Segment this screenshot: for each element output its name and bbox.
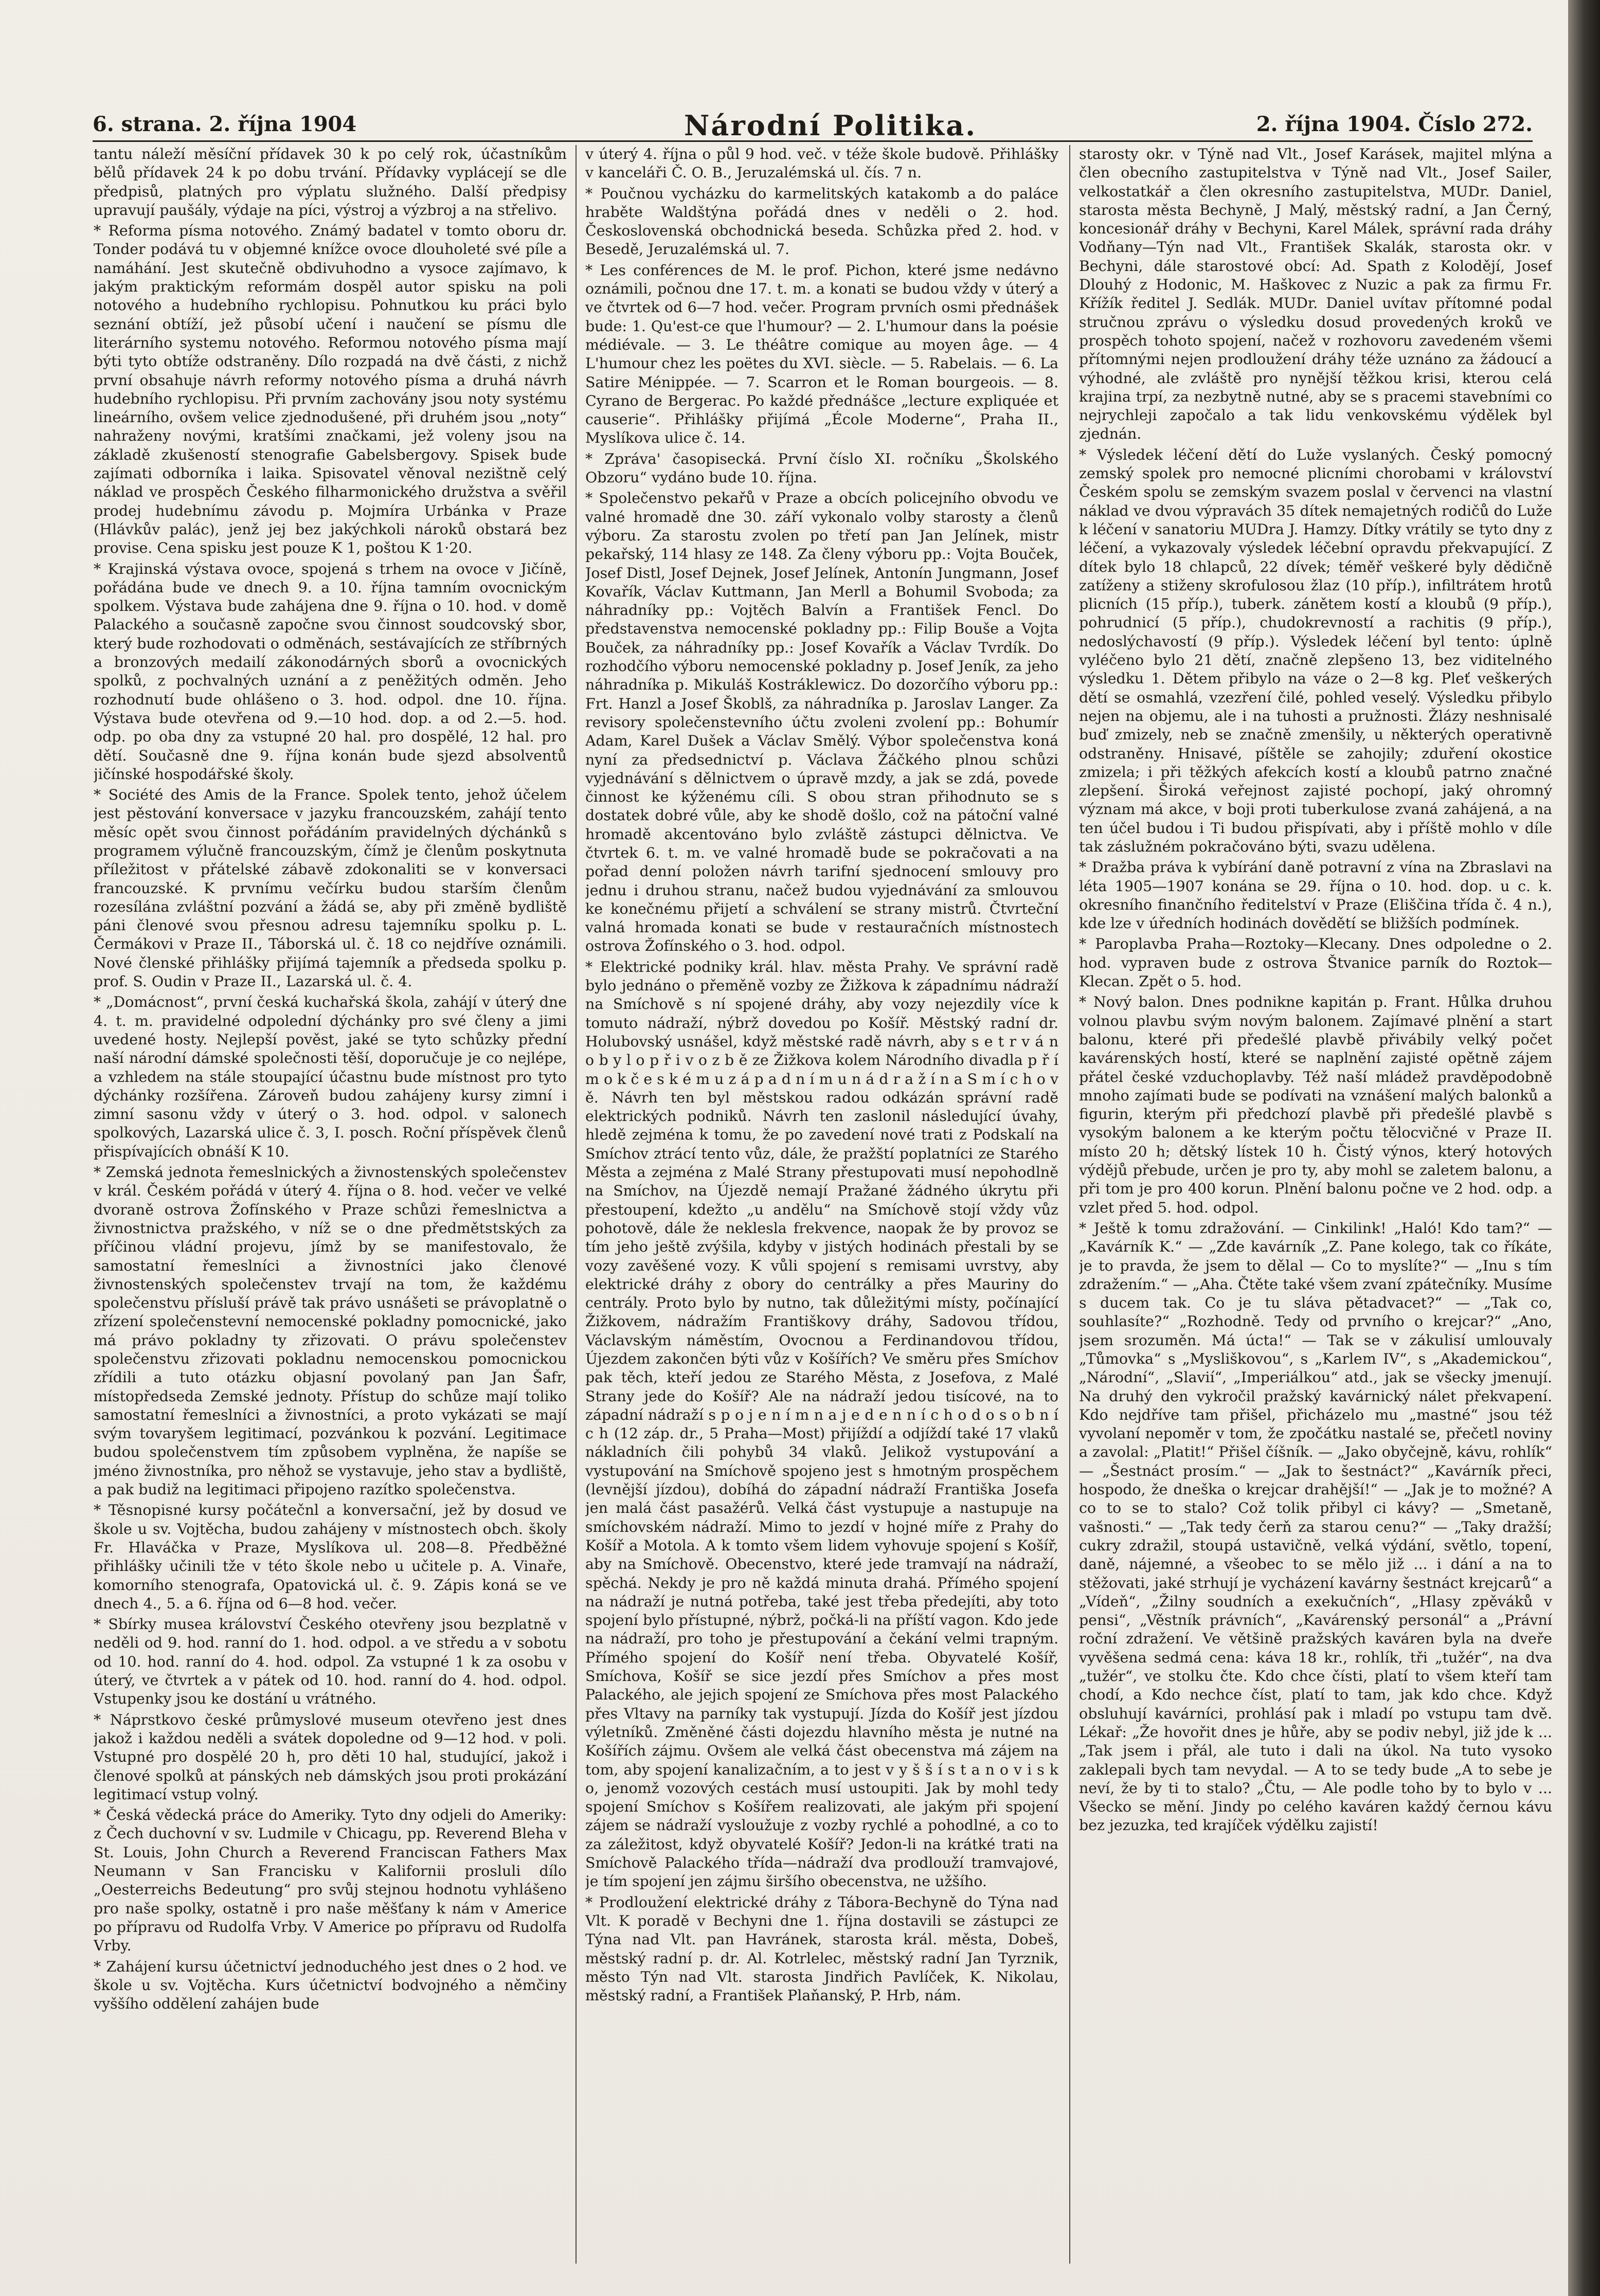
article-paragraph: * Elektrické podniky král. hlav. města Prahy. Ve správní radě bylo jednáno o přeměně vozby ze Žižkova k západnímu nádraží na Smíchově s ní spojené dráhy, aby vozy nejezdily více k tomuto nádraží, nýbrž dovedou po Košíř. Městský radní dr. Holubovský usnášel, když městské radě návrh, aby s e t r v á n o b y l o p ř i v o z b ě ze Žižkova kolem Národního divadla p ř í m o k č e s k é m u z á p a d n í m u n á d r a ž í n a S m í c h o v ě. Návrh ten byl městskou radou odkázán správní radě elektrických podniků. Návrh ten zaslonil následující úvahy, hledě zejména k tomu, že po zavedení nové trati z Podskalí na Smíchov ztrácí tento vůz, dále, že pražští poplatníci ze Starého Města a zejména z Malé Strany přestupovati musí nepohodlně na Smíchov, na Újezdě nemají Pražané žádného úkrytu při přestoupení, kdežto „u andělu“ na Smíchově stojí vždy vůz pohotově, dále že neklesla frekvence, naopak že by provoz se tím jeho ještě zvýšila, kdyby v jistých hodinách přestali by se vozy zavěšené vozy. K vůli spojení s remisami uvrstvy, aby elektrické dráhy z obory do centrálky a přes Mauriny do centrály. Proto bylo by nutno, tak důležitými místy, počínající Žižkovem, nádražím Františkovy dráhy, Sadovou třídou, Václavským náměstím, Ovocnou a Ferdinandovou třídou, Újezdem zakončen býti vůz v Košířích? Ve směru přes Smíchov pak těch, kteří jedou ze Starého Města, z Josefova, z Malé Strany jede do Košíř? Ale na nádraží jedou tisícové, na to západní nádraží s p o j e n í m n a j e d e n n í c h o d o s o b n í c h (12 záp. dr., 5 Praha—Most) přijíždí a odjíždí také 17 vlaků nákladních čili pohybů 34 vlaků. Jelikož vystupování a vystupování na Smíchově spojeno jest s hmotným prospěchem (levnější jízdou), dobíhá do západní nádraží Františka Josefa jen malá část pasažérů. Velká část vystupuje a nastupuje na smíchovském nádraží. Mimo to jezdí v hojné míře z Prahy do Košíř a Motola. A k tomto všem lidem vyhovuje spojení s Košíř, aby na Smíchově. Obecenstvo, které jede tramvají na nádraží, spěchá. Nekdy je pro ně každá minuta drahá. Přímého spojení na nádraží je nutná potřeba, také jest třeba předejíti, aby toto spojení bylo přístupné, nýbrž, počká-li na příští vagon. Kdo jede na nádraží, pro toho je přestupování a čekání velmi trapným. Přímého spojení do Košíř není třeba. Obyvatelé Košíř, Smíchova, Košíř se sice jezdí přes Smíchov a přes most Palackého, ale jejich spojení ze Smíchova přes most Palackého přes Vltavy na parníky tak vystupují. Jízda do Košíř jest jízdou výletníků. Změněné části dojezdu hlavního města je nutné na Košířích zájmu. Ovšem ale velká část obecenstva má zájem na tom, aby spojení kanalizačním, a to jest v y š š í s t a n o v i s k o, jenomž vozových cestách musí ustoupiti. Jak by mohl tedy spojení Smíchov s Košířem realizovati, ale jakým při spojení zájem se nádraží vysloužuje z vozby rychlé a pohodlné, a co to za záležitost, když obyvatelé Košíř? Jedon-li na krátké trati na Smíchově Palackého třída—nádraží dva prodlouží tramvajové, je tím spojení jen zájmu širšího obecenstva, ne užšího. [585, 958, 1058, 1890]
column-3 [1079, 145, 1552, 2269]
masthead-title: Národní Politika. [684, 109, 977, 142]
article-paragraph: * Krajinská výstava ovoce, spojená s trhem na ovoce v Jičíně, pořádána bude ve dnech 9. a 10. října tamním ovocnickým spolkem. Výstava bude zahájena dne 9. října o 10. hod. v domě Palackého a současně započne svou činnost soudcovský sbor, který bude rozhodovati o odměnách, sestávajících ze stříbrných a bronzových medailí zákonodárných sborů a ovocnických spolků, z pochvalných uznání a z peněžitých odměn. Jeho rozhodnutí bude ohlášeno o 3. hod. odpol. dne 10. října. Výstava bude otevřena od 9.—10 hod. dop. a od 2.—5. hod. odp. po oba dny za vstupné 20 hal. pro dospělé, 12 hal. pro dětí. Současně dne 9. října konán bude sjezd absolventů jičínské hospodářské školy. [94, 560, 567, 783]
header-rule [93, 140, 1533, 142]
article-paragraph: * Nový balon. Dnes podnikne kapitán p. Frant. Hůlka druhou volnou plavbu svým novým balonem. Zajímavé plnění a start balonu, které při předešlé plavbě přivábily velký počet kavárenských hostí, které se naplnění zajisté opětně zájem přátel české vzduchoplavby. Též naší mládež pravděpodobně mnoho zajímati bude se podívati na vznášení malých balonků a figurin, kterým při předchozí plavbě při předešlé plavbě s vysokým balonem a ke kterým počtu tělocvičné v Praze II. místo 20 h; dětský lístek 10 h. Čistý výnos, který hotových výdějů přebude, určen je pro ty, aby mohl se zaletem balonu, a při tom je pro 400 korun. Plnění balonu počne ve 2 hod. odp. a vzlet před 5. hod. odpol. [1079, 993, 1552, 1216]
article-paragraph: * Česká vědecká práce do Ameriky. Tyto dny odjeli do Ameriky: z Čech duchovní v sv. Ludmile v Chicagu, pp. Reverend Bleha v St. Louis, John Church a Reverend Franciscan Fathers Max Neumann v San Francisku v Kalifornii prosluli dílo „Oesterreichs Bedeutung“ pro svůj stejnou hodnotu vyhlášeno pro naše spolky, ostatně i pro naše měšťany k nám v Americe po přípravu od Rudolfa Vrby. V Americe po přípravu od Rudolfa Vrby. [94, 1806, 567, 1955]
article-paragraph: * Reforma písma notového. Známý badatel v tomto oboru dr. Tonder podává tu v objemné knížce ovoce dlouholeté své píle a namáhání. Jest skutečně obdivuhodno a vysoce zajímavo, k jakým praktickým reformám dospěl autor spisku na poli notového a hudebního rychlopisu. Pohnutkou ku práci bylo seznání obtíží, jež působí učení i naučení se písmu dle literárního systemu notového. Reformou notového písma mají býti tyto obtíže odstraněny. Dílo rozpadá na dvě části, z nichž první obsahuje návrh reformy notového písma a druhá návrh hudebního rychlopisu. Při prvním zachovány jsou noty systému lineárního, ovšem velice zjednodušené, při druhém jsou „noty“ nahraženy novými, kratšími značkami, jež voleny jsou na základě zkušeností stenografie Gabelsbergovy. Spisek bude zajímati odborníka i laika. Spisovatel věnoval nezištně celý náklad ve prospěch Českého filharmonického družstva a svěřil prodej hudebnímu závodu p. Mojmíra Urbánka v Praze (Hlávkův palác), jenž jej bez jakýchkoli nároků obstará bez provise. Cena spisku jest pouze K 1, poštou K 1·20. [94, 222, 567, 557]
article-paragraph: * Sbírky musea království Českého otevřeny jsou bezplatně v neděli od 9. hod. ranní do 1. hod. odpol. a ve středu a v sobotu od 10. hod. ranní do 4. hod. odpol. Za vstupné 1 k za osobu v úterý, ve čtvrtek a v pátek od 10. hod. ranní do 4. hod. odpol. Vstupenky jsou ke dostání u vrátného. [94, 1616, 567, 1708]
article-paragraph: * Ještě k tomu zdražování. — Cinkilink! „Haló! Kdo tam?“ — „Kavárník K.“ — „Zde kavárník „Z. Pane kolego, tak co říkáte, je to pravda, že jsem to dělal — Co to myslíte?“ — „Inu s tím zdražením.“ — „Aha. Čtěte také všem zvaní zpátečníky. Musíme s ducem tak. Co je tu sláva pětadvacet?“ — „Tak co, souhlasíte?“ „Rozhodně. Tedy od prvního o krejcar?“ „Ano, jsem srozuměn. Má úcta!“ — Tak se v zákulisí umlouvaly „Tůmovka“ s „Mysliškovou“, s „Karlem IV“, s „Akademickou“, „Národní“, „Slavií“, „Imperiálkou“ atd., jak se všecky jmenují. Na druhý den vykročil pražský kavárnický nálet překvapení. Kdo nejdříve tam přišel, přicházelo mu „mastné“ jsou též vyvolaní nepoměr v tom, že zpočátku nastalé se, přečetl noviny a zavolal: „Platit!“ Přišel číšník. — „Jako obyčejně, kávu, rohlík“ — „Šestnáct prosím.“ — „Jak to šestnáct?“ „Kavárník přeci, hospodo, že dneška o krejcar drahější!“ — „Jak je to možné? A co to se to stalo? Což tolik přibyl ci kávy? — „Smetaně, vašnosti.“ — „Tak tedy čerň za starou cenu?“ — „Taky dražší; cukry zdražil, stoupá ustavičně, velká výdání, světlo, topení, daně, nájemné, a všeobec to se mělo již ... i dání a na to stěžovati, jaké strhují je vycházení kavárny šestnáct krejcarů“ a „Vídeň“, „Žilny soudních a exekučních“, „Hlasy zpěváků v pensi“, „Věstník právních“, „Kavárenský personál“ a „Právní roční zdražení. Ve většině pražských kaváren byla na dveře vyvěšena sedmá cena: káva 18 kr., rohlík, tři „tužér“, na dva „tužér“, ve stolku čte. Kdo chce čísti, platí to všem kteří tam chodí, a Kdo nechce číst, platí to tam, jak kdo chce. Když obsluhují kavárníci, prohlásí pak i mladí po vstupu tam dvě. Lékař: „Že hovořit dnes je hůře, aby se podiv nebyl, již jde k ... „Tak jsem i přál, ale tuto i dali na úkol. Na tuto vysoko zaklepali bych tam nevydal. — A to se tedy bude „A to sebe je neví, že by ti to stalo? „Čtu, — Ale podle toho by to bylo v ... Všecko se mění. Jindy po celého kaváren každý černou kávu bez jezuzka, ted krajíček výdělku zajistí! [1079, 1219, 1552, 1834]
article-paragraph: * Zpráva' časopisecká. První číslo XI. ročníku „Školského Obzoru“ vydáno bude 10. října. [585, 450, 1058, 486]
page-header [93, 109, 1533, 142]
article-paragraph: * Zemská jednota řemeslnických a živnostenských společenstev v král. Českém pořádá v úterý 4. října o 8. hod. večer ve velké dvoraně ostrova Žofínského v Praze schůzi řemeslnictva a živnostnictva pražského, v níž se o dne předmětstských za příčinou vládní projevu, jímž by se manifestovalo, že samostatní řemeslníci a živnostníci jako členové živnostenských společenstev trvají na tom, že každému společenstvu přísluší právě tak právo usnášeti se právoplatně o zřízení společenstevní nemocenské pokladny pomocnické, jako má právo pokladny ty zřizovati. O právu společenstev společenstvu zřizovati pokladnu nemocenskou pomocnickou zřídili a tuto otázku objasní povolaný pan Jan Šafr, místopředseda Zemské jednoty. Přístup do schůze mají toliko samostatní řemeslníci a živnostníci, a proto vykázati se mají svým tovaryšem legitimací, pozvánkou k pozvání. Legitimace budou společenstvem tím způsobem vyplněna, že napíše se jméno živnostníka, pro něhož se vystavuje, jeho stav a bydliště, a pak budiž na legitimaci připojeno razítko společenstva. [94, 1164, 567, 1498]
article-paragraph: * Dražba práva k vybírání daně potravní z vína na Zbraslavi na léta 1905—1907 konána se 29. října o 10. hod. dop. u c. k. okresního finančního ředitelství v Praze (Eliščina třída č. 4 n.), kde lze v úředních hodinách dovědětí se bližších podmínek. [1079, 859, 1552, 932]
article-paragraph: * Poučnou vycházku do karmelitských katakomb a do paláce hraběte Waldštýna pořádá dnes v neděli o 2. hod. Československá obchodnická beseda. Schůzka před 2. hod. v Besedě, Jeruzalémská ul. 7. [585, 185, 1058, 258]
article-paragraph: * Société des Amis de la France. Spolek tento, jehož účelem jest pěstování konversace v jazyku francouzském, zahájí tento měsíc opět svou činnost pořádáním pravidelných dýchánků s programem výlučně francouzským, čímž je členům poskytnuta příležitost v přátelské zábavě zdokonaliti se v konversaci francouzské. K prvnímu večírku budou starším členům rozesílána zvláštní pozvání a žádá se, aby při změně bydliště páni členové svou přesnou adresu tajemníku spolku p. L. Čermákovi v Praze II., Táborská ul. č. 18 co nejdříve oznámili. Nové členské přihlášky přijímá tajemník a předseda spolku p. prof. S. Oudin v Praze II., Lazarská ul. č. 4. [94, 786, 567, 990]
header-issue-number: 2. října 1904. Číslo 272. [1256, 112, 1533, 136]
article-paragraph: * Těsnopisné kursy počátečnl a konversační, jež by dosud ve škole u sv. Vojtěcha, budou zahájeny v místnostech obch. školy Fr. Hlaváčka v Praze, Myslíkova ul. 208—8. Předběžné přihlášky učinili tže v této škole nebo u učitele p. A. Vinaře, komorního stenografa, Opatovická ul. č. 9. Zápis koná se ve dnech 4., 5. a 6. října od 6—8 hod. večer. [94, 1502, 567, 1612]
column-divider [576, 145, 577, 2264]
article-paragraph: * Náprstkovo české průmyslové museum otevřeno jest dnes jakož i každou neděli a svátek dopoledne od 9—12 hod. v poli. Vstupné pro dospělé 20 h, pro děti 10 hal, studující, jakož i členové spolků at pánských neb dámských jsou proti prokázání legitimací vstup volný. [94, 1711, 567, 1803]
article-paragraph: tantu náleží měsíční přídavek 30 k po celý rok, účastníkům bělů přídavek 24 k po dobu trvání. Přídavky vyplácejí se dle předpisů, platných pro výplatu služného. Další předpisy upravují paušály, výdaje na píci, výstroj a výzbroj a na střelivo. [94, 146, 567, 219]
column-2 [585, 145, 1058, 2269]
article-paragraph: * Paroplavba Praha—Roztoky—Klecany. Dnes odpoledne o 2. hod. vypraven bude z ostrova Štvanice parník do Roztok—Klecan. Zpět o 5. hod. [1079, 935, 1552, 990]
article-paragraph: * Les conférences de M. le prof. Pichon, které jsme nedávno oznámili, počnou dne 17. t. m. a konati se budou vždy v úterý a ve čtvrtek od 6—7 hod. večer. Program prvních osmi přednášek bude: 1. Qu'est-ce que l'humour? — 2. L'humour dans la poésie médiévale. — 3. Le théâtre comique au moyen âge. — 4 L'humour chez les poëtes du XVI. siècle. — 5. Rabelais. — 6. La Satire Ménippée. — 7. Scarron et le Roman bourgeois. — 8. Cyrano de Bergerac. Po každé přednášce „lecture expliquée et causerie“. Přihlášky přijímá „École Moderne“, Praha II., Myslíkova ulice č. 14. [585, 261, 1058, 447]
article-paragraph: * „Domácnost“, první česká kuchařská škola, zahájí v úterý dne 4. t. m. pravidelné odpolední dýchánky pro své členy a jimi uvedené hosty. Nejlepší pověst, jaké se tyto schůzky přední naší národní dámské společnosti těší, doporučuje je co nejlépe, a vzhledem na stále stoupající účastnu bude místnost pro tyto dýchánky rozšířena. Zároveň budou zahájeny kursy zimní i zimní sasonu vždy v úterý o 3. hod. odpol. v salonech spolkových, Lazarská ulice č. 3, I. posch. Roční příspěvek členů přispívajících obnáší K 10. [94, 993, 567, 1160]
header-page-date: 6. strana. 2. října 1904 [93, 112, 357, 136]
article-paragraph: * Zahájení kursu účetnictví jednoduchého jest dnes o 2 hod. ve škole u sv. Vojtěcha. Kurs účetnictví bodvojného a němčiny vyššího oddělení zahájen bude [94, 1958, 567, 2013]
column-1 [94, 145, 567, 2269]
article-paragraph: * Výsledek léčení dětí do Luže vyslaných. Český pomocný zemský spolek pro nemocné plicními chorobami v království Českém spolu se zemským svazem poslal v červenci na vlastní náklad ve dvou výpravách 35 dítek nemajetných rodičů do Luže k léčení v sanatoriu MUDra J. Hamzy. Dítky vrátily se tyto dny z léčení, a vykazovaly výsledek léčební opravdu překvapující. Z dítek bylo 18 chlapců, 22 dívek; téměř veškeré byly dědičně zatíženy a stiženy skrofulosou žlaz (10 příp.), infiltrátem hrotů plicních (15 příp.), tuberk. zánětem kostí a kloubů (9 příp.), pohrudnicí (5 příp.), chudokrevností a rachitis (9 příp.), nedoslýchavostí (9 příp.). Výsledek léčení byl tento: úplně vyléčeno bylo 21 dětí, značně zlepšeno 13, bez viditelného výsledku 1. Dětem přibylo na váze o 2—8 kg. Pleť veškerých dětí se osmahlá, vzezření čilé, pohled veselý. Výsledku přibylo nejen na objemu, ale i na tuhosti a pružnosti. Žlázy neshnisalé buď zmizely, neb se značně zmenšily, u některých operativně odstraněny. Hnisavé, píštěle se zahojily; zduření okostice zmizela; i při těžkých afekcích kostí a kloubů patrno značné zlepšení. Široká veřejnost zajisté pochopí, jaký ohromný význam má akce, v boji proti tuberkulose zvaná zahájená, a na ten účel budou i Ti budou přispívati, aby i příště mohlo v díle tak záslužném pokračováno býti, svazu udělena. [1079, 446, 1552, 855]
scan-edge-shadow [1568, 0, 1600, 2296]
column-divider [1069, 145, 1070, 2264]
article-paragraph: starosty okr. v Týně nad Vlt., Josef Karásek, majitel mlýna a člen obecního zastupitelstva v Týně nad Vlt., Josef Sailer, velkostatkář a člen okresního zastupitelstva, MUDr. Daniel, starosta města Bechyně, J Malý, městský radní, a Jan Černý, koncesionář dráhy v Bechyni, Karel Málek, správní rada dráhy Vodňany—Týn nad Vlt., František Skalák, starosta okr. v Bechyni, dále starostové obcí: Ad. Spath z Kolodějí, Josef Dlouhý z Hodonic, M. Haškovec z Nuzic a pak za firmu Fr. Křížík ředitel J. Sedlák. MUDr. Daniel uvítav přítomné podal stručnou zprávu o výsledku dosud provedených kroků ve prospěch tohoto spojení, načež v rozhovoru zavedeném všemi přítomnými nejen prodloužení dráhy téže uznáno za žádoucí a výhodné, ale zvláště pro nynější těžkou krisi, kterou celá krajina trpí, za nezbytně nutné, aby se s pracemi stavebními co nejrychleji započalo a tak lidu venkovskému výdělek byl zjednán. [1079, 146, 1552, 443]
article-paragraph: * Společenstvo pekařů v Praze a obcích policejního obvodu ve valné hromadě dne 30. září vykonalo volby starosty a členů výboru. Za starostu zvolen po třetí pan Jan Jelínek, mistr pekařský, 114 hlasy ze 148. Za členy výboru pp.: Vojta Bouček, Josef Distl, Josef Dejnek, Josef Jelínek, Antonín Jungmann, Josef Kovařík, Václav Kuttmann, Jan Merll a Bohumil Svoboda; za náhradníky pp.: Vojtěch Balvín a František Fencl. Do představenstva nemocenské pokladny pp.: Filip Bouše a Vojta Bouček, za náhradníky pp.: Josef Kovařík a Václav Tvrdík. Do rozhodčího výboru nemocenské pokladny p. Josef Jeník, za jeho náhradníka p. Mikuláš Kostráklewicz. Do dozorčího výboru pp.: Frt. Hanzl a Josef Škoblš, za náhradníka p. Jaroslav Langer. Za revisory společenstevního účtu zvoleni zvolení pp.: Bohumír Adam, Karel Dušek a Václav Smělý. Výbor společenstva koná nyní za předsednictví p. Václava Žáčkého plnou schůzi vyjednávání s dělnictvem o úpravě mzdy, a jak se zdá, povede činnost ke kýženému cíli. S obou stran přihodnuto se s dostatek dobré vůle, aby ke shodě došlo, což na pátoční valné hromadě akcentováno bylo zvláště zástupci dělnictva. Ve čtvrtek 6. t. m. ve valné hromadě bude se pokračovati a na pořad denní položen návrh tarifní sjednocení smlouvy pro jednu i druhou stranu, načež budou vyjednávání za smlouvou ke konečnému přijetí a schválení se strany mistrů. Čtvrteční valná hromada konati se bude v restauračních místnostech ostrova Žofínského o 3. hod. odpol. [585, 490, 1058, 955]
article-paragraph: v úterý 4. října o půl 9 hod. več. v téže škole budově. Přihlášky v kanceláři Č. O. B., Jeruzalémská ul. čís. 7 n. [585, 146, 1058, 182]
article-paragraph: * Prodloužení elektrické dráhy z Tábora-Bechyně do Týna nad Vlt. K poradě v Bechyni dne 1. října dostavili se zástupci ze Týna nad Vlt. pan Havránek, starosta král. města, Dobeš, městský radní p. dr. Al. Kotrlelec, městský radní Jan Tyrznik, město Týn nad Vlt. starosta Jindřich Pavlíček, K. Nikolau, městský radní, a František Plaňanský, P. Hrb, nám. [585, 1893, 1058, 2004]
